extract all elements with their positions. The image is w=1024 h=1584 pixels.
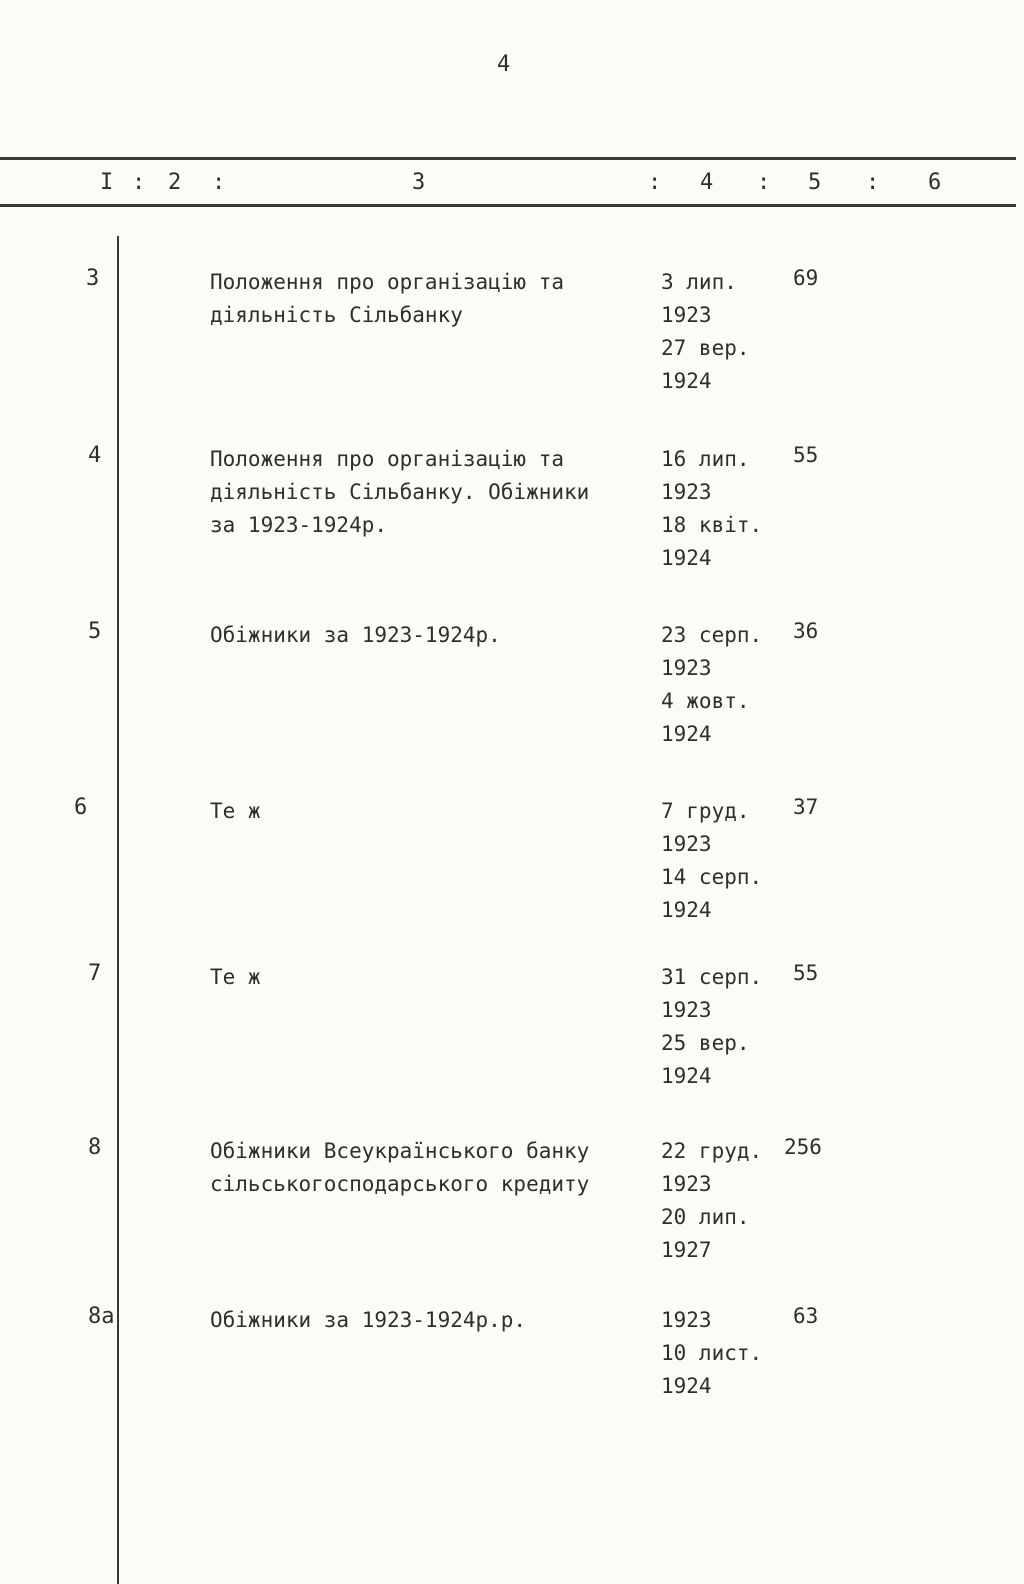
title-line: Обіжники за 1923-1924р.р.: [210, 1308, 527, 1332]
date-line: 1923: [661, 1308, 712, 1332]
record-title: [210, 1304, 640, 1337]
record-row: [0, 961, 1016, 1111]
col-header-5: 5: [808, 170, 822, 195]
record-dates: [661, 1135, 781, 1267]
record-title: [210, 619, 640, 652]
record-row: [0, 619, 1016, 769]
record-dates: [661, 795, 781, 927]
col-separator: :: [648, 170, 662, 195]
date-line: 1927: [661, 1238, 712, 1262]
date-line: 7 груд.: [661, 799, 750, 823]
col-header-3: 3: [412, 170, 426, 195]
date-line: 1923: [661, 480, 712, 504]
record-dates: [661, 619, 781, 751]
record-leaves: 36: [793, 619, 819, 643]
record-row: [0, 1304, 1016, 1454]
col-separator: :: [866, 170, 880, 195]
date-line: 1923: [661, 1172, 712, 1196]
date-line: 1923: [661, 998, 712, 1022]
date-line: 25 вер.: [661, 1031, 750, 1055]
date-line: 20 лип.: [661, 1205, 750, 1229]
date-line: 22 груд.: [661, 1139, 763, 1163]
header-top-rule: [0, 157, 1016, 160]
title-line: Положення про організацію та: [210, 270, 565, 294]
title-line: Те ж: [210, 965, 261, 989]
date-line: 14 серп.: [661, 865, 763, 889]
record-dates: [661, 266, 781, 398]
date-line: 1924: [661, 546, 712, 570]
col-header-2: 2: [168, 170, 182, 195]
record-dates: [661, 961, 781, 1093]
date-line: 18 квіт.: [661, 513, 763, 537]
record-number: 8а: [88, 1304, 115, 1329]
date-line: 1924: [661, 1064, 712, 1088]
record-leaves: 55: [793, 443, 819, 467]
date-line: 1923: [661, 303, 712, 327]
record-title: [210, 795, 640, 828]
record-title: [210, 961, 640, 994]
record-row: [0, 795, 1016, 945]
date-line: 1924: [661, 369, 712, 393]
header-bottom-rule: [0, 204, 1016, 207]
date-line: 1923: [661, 656, 712, 680]
record-number: 8: [88, 1135, 102, 1160]
title-line: за 1923-1924р.: [210, 513, 388, 537]
date-line: 31 серп.: [661, 965, 763, 989]
date-line: 1923: [661, 832, 712, 856]
page-number: 4: [497, 52, 511, 77]
date-line: 23 серп.: [661, 623, 763, 647]
title-line: Обіжники за 1923-1924р.: [210, 623, 501, 647]
record-number: 7: [88, 961, 102, 986]
date-line: 10 лист.: [661, 1341, 763, 1365]
col-header-1: I: [100, 170, 114, 195]
record-number: 5: [88, 619, 102, 644]
record-row: [0, 266, 1016, 416]
record-dates: [661, 443, 781, 575]
record-leaves: 256: [784, 1135, 822, 1159]
record-leaves: 55: [793, 961, 819, 985]
record-number: 4: [88, 443, 102, 468]
title-line: сільськогосподарського кредиту: [210, 1172, 590, 1196]
date-line: 4 жовт.: [661, 689, 750, 713]
record-number: 3: [86, 266, 100, 291]
date-line: 1924: [661, 722, 712, 746]
col-separator: :: [132, 170, 146, 195]
title-line: Положення про організацію та: [210, 447, 565, 471]
record-leaves: 69: [793, 266, 819, 290]
date-line: 27 вер.: [661, 336, 750, 360]
col-header-4: 4: [700, 170, 714, 195]
title-line: Те ж: [210, 799, 261, 823]
record-leaves: 37: [793, 795, 819, 819]
col-separator: :: [757, 170, 771, 195]
record-row: [0, 443, 1016, 593]
record-dates: [661, 1304, 781, 1403]
title-line: Обіжники Всеукраїнського банку: [210, 1139, 590, 1163]
col-separator: :: [212, 170, 226, 195]
record-title: [210, 443, 640, 542]
record-title: [210, 266, 640, 332]
record-leaves: 63: [793, 1304, 819, 1328]
record-number: 6: [74, 795, 88, 820]
date-line: 1924: [661, 898, 712, 922]
title-line: діяльність Сільбанку. Обіжники: [210, 480, 590, 504]
record-row: [0, 1135, 1016, 1285]
col-header-6: 6: [928, 170, 942, 195]
date-line: 3 лип.: [661, 270, 737, 294]
date-line: 16 лип.: [661, 447, 750, 471]
title-line: діяльність Сільбанку: [210, 303, 463, 327]
date-line: 1924: [661, 1374, 712, 1398]
record-title: [210, 1135, 640, 1201]
